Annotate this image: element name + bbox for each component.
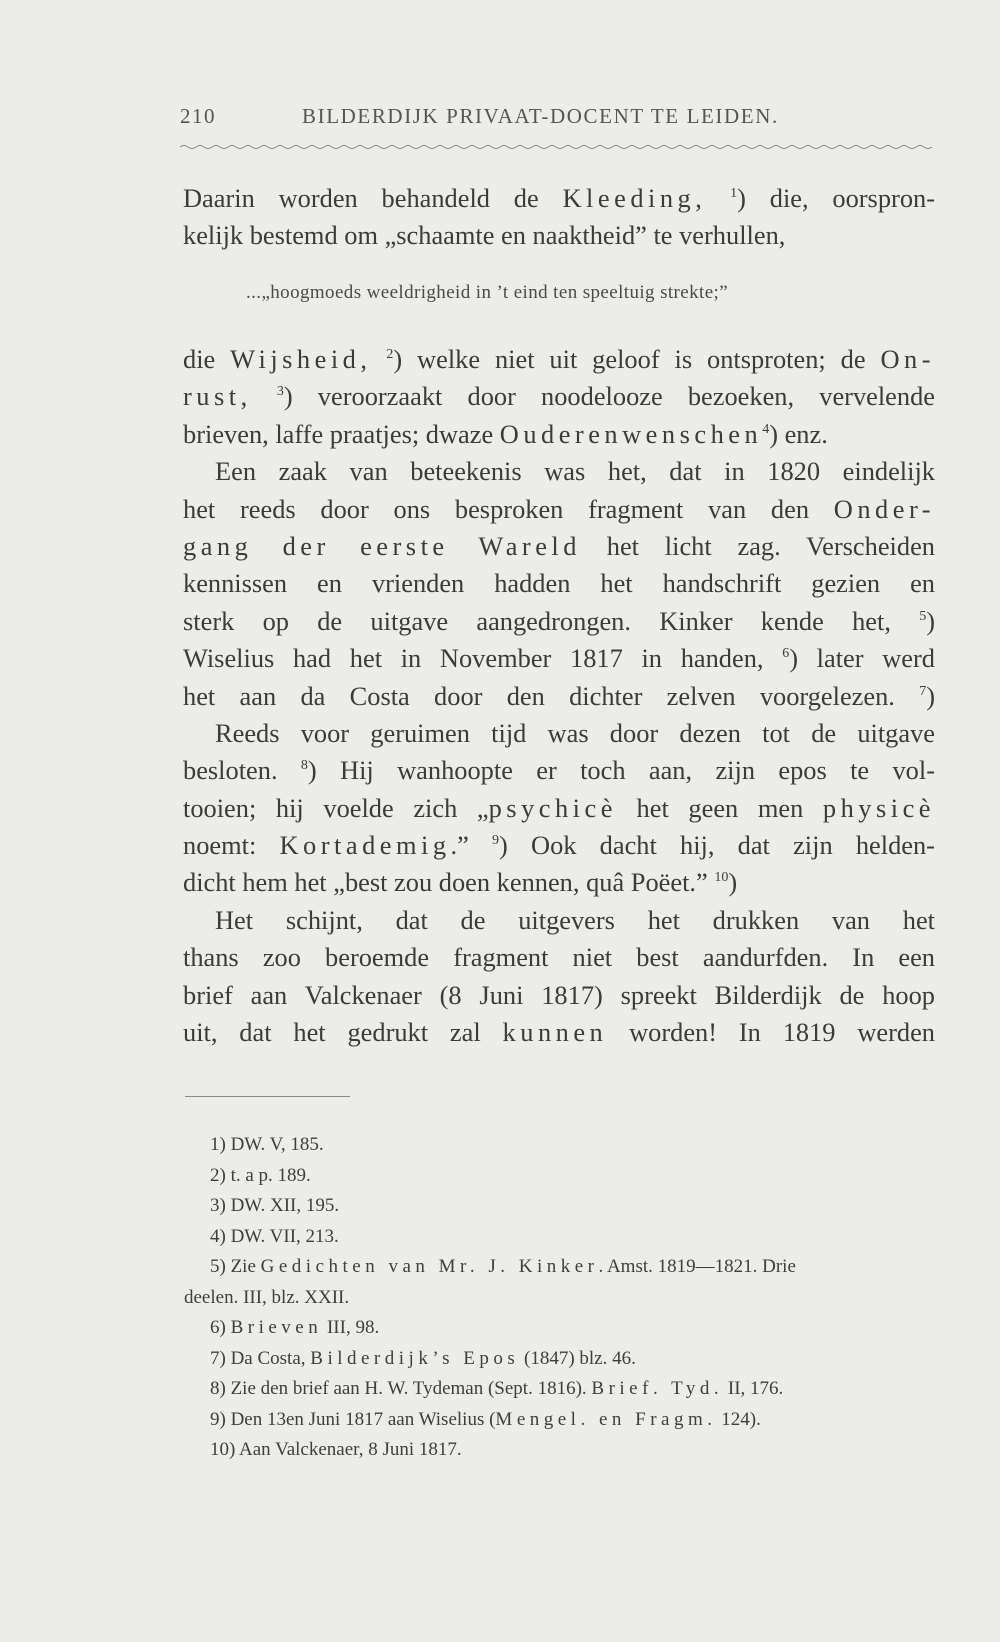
footnotes — [184, 1130, 940, 1466]
text-line: die Wijsheid, $^2$) welke niet uit geloof is ontsproten; de On- — [183, 344, 935, 374]
running-title: BILDERDIJK PRIVAAT-DOCENT TE LEIDEN. — [302, 104, 779, 128]
text-line: sterk op de uitgave aangedrongen. Kinker kende het, $^5$) — [183, 605, 935, 636]
text-line: gang der eerste Wareld het licht zag. Verscheiden — [183, 530, 935, 561]
footnote: 8) Zie den brief aan H. W. Tydeman (Sept. 1816). Brief. Tyd. II, 176. — [210, 1378, 784, 1399]
header-wavy-rule — [180, 142, 936, 152]
running-header — [180, 104, 940, 134]
text-line: het aan da Costa door den dichter zelven voorgelezen. $^7$) — [183, 680, 935, 711]
text-line: uit, dat het gedrukt zal kunnen worden! In 1819 werden — [183, 1017, 935, 1048]
page-number: 210 — [180, 104, 216, 128]
text-line: rust, $^3$) veroorzaakt door noodelooze bezoeken, vervelende — [183, 381, 935, 412]
footnote: 6) Brieven III, 98. — [210, 1317, 380, 1338]
footnote-separator — [185, 1096, 350, 1097]
text-line: thans zoo beroemde fragment niet best aandurfden. In een — [183, 942, 935, 973]
text-line: brief aan Valckenaer (8 Juni 1817) spreekt Bilderdijk de hoop — [183, 979, 935, 1010]
footnote: 4) DW. VII, 213. — [210, 1225, 339, 1247]
footnote: 5) Zie Gedichten van Mr. J. Kinker. Amst. 1819—1821. Drie — [210, 1256, 796, 1277]
footnote: 2) t. a p. 189. — [210, 1164, 311, 1186]
text-line: het reeds door ons besproken fragment van den Onder- — [183, 493, 935, 524]
footnote: 10) Aan Valckenaer, 8 Juni 1817. — [210, 1439, 462, 1460]
text-line: Daarin worden behandeld de Kleeding, $^1$) die, oorspron- — [183, 183, 935, 213]
text-line: dicht hem het „best zou doen kennen, quâ Poëet.” $^{10}$) — [183, 867, 738, 898]
text-line: kennissen en vrienden hadden het handschrift gezien en — [183, 568, 935, 599]
footnote: 7) Da Costa, Bilderdijk’s Epos (1847) blz. 46. — [210, 1347, 636, 1369]
text-line: kelijk bestemd om „schaamte en naaktheid” te verhullen, — [183, 220, 786, 251]
footnote: 9) Den 13en Juni 1817 aan Wiselius (Mengel. en Fragm. 124). — [210, 1408, 761, 1430]
footnote: 1) DW. V, 185. — [210, 1134, 324, 1155]
body-paragraph — [183, 341, 935, 1051]
text-line: tooien; hij voelde zich „psychicè het geen men physicè — [183, 792, 936, 823]
text-line: Reeds voor geruimen tijd was door dezen tot de uitgave — [215, 717, 935, 748]
text-line: Het schijnt, dat de uitgevers het drukken van het — [215, 904, 935, 935]
body-paragraph-top — [183, 180, 935, 255]
text-line: besloten. $^8$) Hij wanhoopte er toch aan, zijn epos te vol- — [183, 755, 935, 786]
footnote: 3) DW. XII, 195. — [210, 1195, 340, 1216]
footnote-continuation: deelen. III, blz. XXII. — [184, 1286, 350, 1308]
text-line: Een zaak van beteekenis was het, dat in 1820 eindelijk — [215, 456, 935, 487]
text-line: brieven, laffe praatjes; dwaze Ouderenwenschen$^4$) enz. — [183, 418, 828, 449]
text-line: noemt: Kortademig.” $^9$) Ook dacht hij, dat zijn helden- — [183, 830, 935, 861]
text-line: Wiselius had het in November 1817 in handen, $^6$) later werd — [183, 643, 936, 674]
verse-quotation: ...„hoogmoeds weeldrigheid in ’t eind ten speeltuig strekte;” — [246, 282, 729, 303]
